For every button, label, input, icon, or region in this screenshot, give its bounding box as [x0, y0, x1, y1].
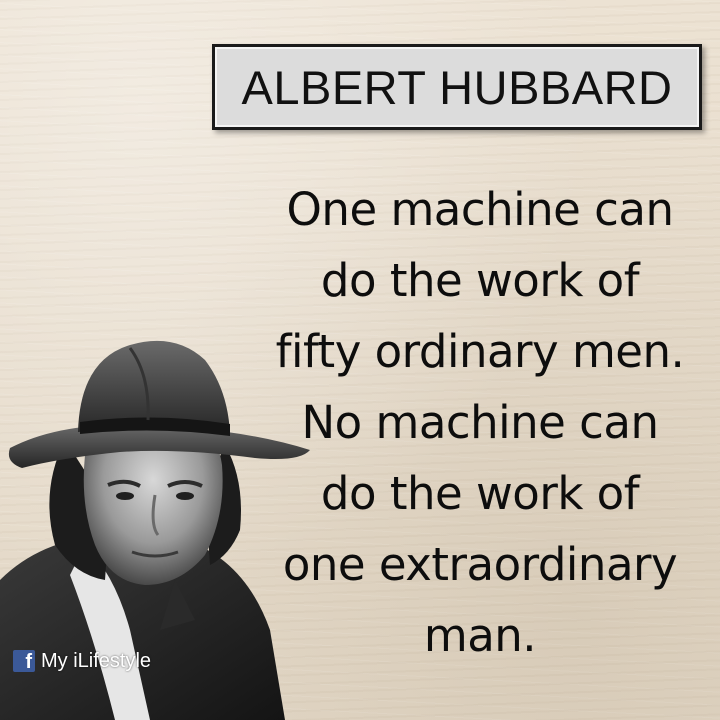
- watermark: [13, 650, 151, 672]
- watermark-text: My iLifestyle: [41, 649, 152, 672]
- facebook-icon: f: [13, 650, 35, 672]
- quote-line: fifty ordinary men.: [275, 325, 685, 378]
- quote-line: do the work of: [320, 467, 640, 520]
- quote-line: do the work of: [320, 254, 640, 307]
- quote-line: No machine can: [301, 396, 659, 449]
- quote-line: man.: [423, 609, 537, 662]
- quote-line: One machine can: [286, 183, 674, 236]
- author-name: ALBERT HUBBARD: [241, 60, 673, 114]
- author-name-box: [212, 44, 702, 130]
- quote-line: one extraordinary: [282, 538, 678, 591]
